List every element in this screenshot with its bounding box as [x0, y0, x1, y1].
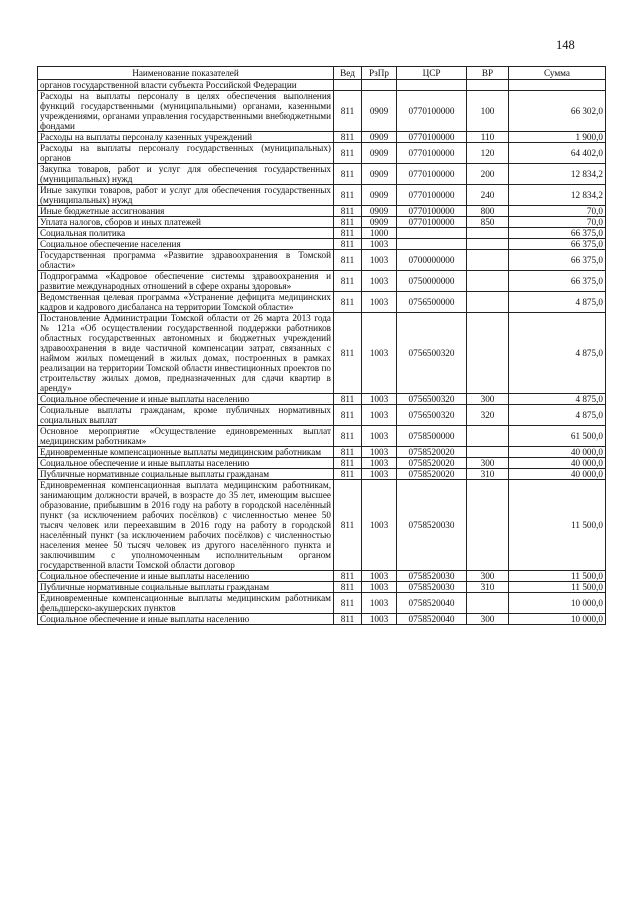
cell-csr: 0758520030 — [397, 480, 467, 571]
table-row — [38, 447, 606, 458]
cell-sum: 61 500,0 — [509, 426, 606, 447]
cell-sum: 1 900,0 — [509, 132, 606, 143]
cell-rzpr: 1003 — [362, 480, 397, 571]
cell-sum: 11 500,0 — [509, 571, 606, 582]
cell-csr: 0770100000 — [397, 164, 467, 185]
cell-sum: 70,0 — [509, 206, 606, 217]
cell-rzpr: 1003 — [362, 469, 397, 480]
table-row — [38, 217, 606, 228]
cell-csr: 0758520020 — [397, 447, 467, 458]
cell-rzpr: 0909 — [362, 132, 397, 143]
cell-sum: 4 875,0 — [509, 394, 606, 405]
cell-name: Социальное обеспечение и иные выплаты населению — [38, 458, 334, 469]
cell-ved: 811 — [334, 458, 362, 469]
cell-name: Подпрограмма «Кадровое обеспечение системы здравоохранения и развитие международных отношений в сфере охраны здоровья» — [38, 271, 334, 292]
table-row — [38, 480, 606, 571]
cell-ved: 811 — [334, 426, 362, 447]
table-body — [38, 80, 606, 625]
cell-name: Расходы на выплаты персоналу государственных (муниципальных) органов — [38, 143, 334, 164]
cell-rzpr: 1003 — [362, 239, 397, 250]
cell-rzpr: 1003 — [362, 394, 397, 405]
cell-rzpr — [362, 80, 397, 91]
cell-csr — [397, 239, 467, 250]
cell-sum: 11 500,0 — [509, 582, 606, 593]
cell-vr — [467, 228, 509, 239]
cell-rzpr: 1003 — [362, 593, 397, 614]
cell-rzpr: 1003 — [362, 426, 397, 447]
cell-csr: 0770100000 — [397, 91, 467, 132]
cell-ved: 811 — [334, 217, 362, 228]
cell-csr: 0756500320 — [397, 313, 467, 394]
cell-vr — [467, 271, 509, 292]
table-row — [38, 185, 606, 206]
table-row — [38, 271, 606, 292]
cell-sum: 70,0 — [509, 217, 606, 228]
table-row — [38, 405, 606, 426]
cell-csr — [397, 80, 467, 91]
cell-ved: 811 — [334, 185, 362, 206]
table-row — [38, 143, 606, 164]
cell-sum: 66 375,0 — [509, 271, 606, 292]
cell-vr: 800 — [467, 206, 509, 217]
cell-vr — [467, 292, 509, 313]
cell-vr: 850 — [467, 217, 509, 228]
cell-rzpr: 1003 — [362, 292, 397, 313]
cell-name: Уплата налогов, сборов и иных платежей — [38, 217, 334, 228]
cell-name: Социальное обеспечение населения — [38, 239, 334, 250]
cell-sum: 11 500,0 — [509, 480, 606, 571]
cell-ved: 811 — [334, 447, 362, 458]
cell-rzpr: 1003 — [362, 250, 397, 271]
table-row — [38, 458, 606, 469]
header-csr: ЦСР — [397, 67, 467, 80]
cell-ved: 811 — [334, 313, 362, 394]
header-sum: Сумма — [509, 67, 606, 80]
cell-name: Иные закупки товаров, работ и услуг для обеспечения государственных (муниципальных) нужд — [38, 185, 334, 206]
cell-sum: 10 000,0 — [509, 593, 606, 614]
cell-name: Основное мероприятие «Осуществление единовременных выплат медицинским работникам» — [38, 426, 334, 447]
cell-csr — [397, 228, 467, 239]
cell-ved: 811 — [334, 480, 362, 571]
header-ved: Вед — [334, 67, 362, 80]
cell-rzpr: 0909 — [362, 217, 397, 228]
cell-vr: 120 — [467, 143, 509, 164]
table-row — [38, 571, 606, 582]
cell-rzpr: 0909 — [362, 206, 397, 217]
cell-csr: 0758520030 — [397, 571, 467, 582]
cell-csr: 0756500000 — [397, 292, 467, 313]
cell-csr: 0758520040 — [397, 614, 467, 625]
cell-vr: 300 — [467, 394, 509, 405]
cell-vr — [467, 480, 509, 571]
cell-vr — [467, 447, 509, 458]
cell-ved: 811 — [334, 292, 362, 313]
cell-vr: 240 — [467, 185, 509, 206]
cell-ved: 811 — [334, 143, 362, 164]
cell-csr: 0756500320 — [397, 394, 467, 405]
page-number: 148 — [556, 38, 575, 52]
table-row — [38, 206, 606, 217]
cell-csr: 0770100000 — [397, 143, 467, 164]
cell-rzpr: 0909 — [362, 143, 397, 164]
cell-csr: 0770100000 — [397, 217, 467, 228]
cell-name: Единовременная компенсационная выплата медицинским работникам, занимающим должности врачей, в возрасте до 35 лет, имеющим высшее образование, прибывшим в 2016 году на работу в городской населённый пункт (за исключением рабочих посёлков) с численностью менее 50 тысяч человек или переехавшим в 2016 году на работу в городской населённый пункт (за исключением рабочих посёлков) с численностью населения менее 50 тысяч человек из другого населённого пункта и заключившим с уполномоченным исполнительным органом государственной власти Томской области договор — [38, 480, 334, 571]
header-vr: ВР — [467, 67, 509, 80]
cell-name: органов государственной власти субъекта Российской Федерации — [38, 80, 334, 91]
cell-rzpr: 1003 — [362, 447, 397, 458]
header-rzpr: РзПр — [362, 67, 397, 80]
header-name: Наименование показателей — [38, 67, 334, 80]
cell-rzpr: 0909 — [362, 185, 397, 206]
cell-rzpr: 1003 — [362, 313, 397, 394]
cell-name: Государственная программа «Развитие здравоохранения в Томской области» — [38, 250, 334, 271]
cell-ved: 811 — [334, 394, 362, 405]
cell-name: Расходы на выплаты персоналу казенных учреждений — [38, 132, 334, 143]
cell-csr: 0770100000 — [397, 185, 467, 206]
cell-csr: 0700000000 — [397, 250, 467, 271]
cell-csr: 0758520040 — [397, 593, 467, 614]
cell-ved: 811 — [334, 132, 362, 143]
cell-vr — [467, 239, 509, 250]
cell-sum: 66 375,0 — [509, 228, 606, 239]
cell-sum: 66 375,0 — [509, 239, 606, 250]
cell-sum: 66 302,0 — [509, 91, 606, 132]
cell-name: Закупка товаров, работ и услуг для обеспечения государственных (муниципальных) нужд — [38, 164, 334, 185]
cell-name: Единовременные компенсационные выплаты медицинским работникам — [38, 447, 334, 458]
cell-ved: 811 — [334, 239, 362, 250]
cell-sum: 40 000,0 — [509, 469, 606, 480]
cell-vr: 310 — [467, 469, 509, 480]
cell-vr: 300 — [467, 614, 509, 625]
cell-vr: 310 — [467, 582, 509, 593]
table-row — [38, 426, 606, 447]
table-row — [38, 614, 606, 625]
cell-ved: 811 — [334, 582, 362, 593]
cell-sum: 40 000,0 — [509, 458, 606, 469]
cell-rzpr: 1003 — [362, 271, 397, 292]
cell-sum: 12 834,2 — [509, 164, 606, 185]
table-row — [38, 469, 606, 480]
cell-ved: 811 — [334, 593, 362, 614]
table-row — [38, 80, 606, 91]
cell-csr: 0758520020 — [397, 469, 467, 480]
cell-rzpr: 1003 — [362, 571, 397, 582]
cell-name: Социальное обеспечение и иные выплаты населению — [38, 394, 334, 405]
table-row — [38, 132, 606, 143]
cell-name: Расходы на выплаты персоналу в целях обеспечения выполнения функций государственными (муниципальными) органами, казенными учреждениями, органами управления государственными внебюджетными фондами — [38, 91, 334, 132]
table-row — [38, 239, 606, 250]
cell-rzpr: 1003 — [362, 405, 397, 426]
budget-table — [37, 66, 606, 625]
table-row — [38, 250, 606, 271]
cell-ved: 811 — [334, 164, 362, 185]
table-row — [38, 582, 606, 593]
cell-sum: 66 375,0 — [509, 250, 606, 271]
cell-sum: 12 834,2 — [509, 185, 606, 206]
table-row — [38, 313, 606, 394]
cell-rzpr: 1000 — [362, 228, 397, 239]
cell-sum: 4 875,0 — [509, 313, 606, 394]
cell-sum: 64 402,0 — [509, 143, 606, 164]
cell-ved: 811 — [334, 91, 362, 132]
cell-name: Социальная политика — [38, 228, 334, 239]
cell-ved: 811 — [334, 228, 362, 239]
cell-ved — [334, 80, 362, 91]
cell-name: Социальное обеспечение и иные выплаты населению — [38, 614, 334, 625]
cell-name: Публичные нормативные социальные выплаты гражданам — [38, 582, 334, 593]
cell-sum — [509, 80, 606, 91]
cell-name: Иные бюджетные ассигнования — [38, 206, 334, 217]
cell-ved: 811 — [334, 405, 362, 426]
cell-rzpr: 0909 — [362, 164, 397, 185]
cell-ved: 811 — [334, 571, 362, 582]
cell-vr — [467, 80, 509, 91]
cell-rzpr: 1003 — [362, 582, 397, 593]
cell-vr: 300 — [467, 458, 509, 469]
cell-name: Публичные нормативные социальные выплаты гражданам — [38, 469, 334, 480]
cell-vr: 200 — [467, 164, 509, 185]
table-row — [38, 228, 606, 239]
cell-ved: 811 — [334, 614, 362, 625]
cell-rzpr: 1003 — [362, 458, 397, 469]
cell-name: Социальное обеспечение и иные выплаты населению — [38, 571, 334, 582]
cell-sum: 4 875,0 — [509, 405, 606, 426]
table-header-row — [38, 67, 606, 80]
cell-vr — [467, 593, 509, 614]
cell-vr: 100 — [467, 91, 509, 132]
cell-name: Ведомственная целевая программа «Устранение дефицита медицинских кадров и кадрового дисбаланса на территории Томской области» — [38, 292, 334, 313]
cell-csr: 0750000000 — [397, 271, 467, 292]
cell-ved: 811 — [334, 271, 362, 292]
cell-ved: 811 — [334, 250, 362, 271]
cell-vr — [467, 313, 509, 394]
table-row — [38, 593, 606, 614]
cell-vr — [467, 250, 509, 271]
cell-csr: 0758520030 — [397, 582, 467, 593]
cell-sum: 4 875,0 — [509, 292, 606, 313]
table-row — [38, 292, 606, 313]
cell-name: Постановление Администрации Томской области от 26 марта 2013 года № 121а «Об осуществлении государственной поддержки работников областных государственных автономных и бюджетных учреждений здравоохранения в виде частичной компенсации затрат, связанных с наймом жилых помещений в жилых домах, построенных в рамках реализации на территории Томской области инвестиционных проектов по строительству жилых домов, предназначенных для сдачи квартир в аренду» — [38, 313, 334, 394]
cell-vr — [467, 426, 509, 447]
cell-rzpr: 0909 — [362, 91, 397, 132]
cell-csr: 0758520020 — [397, 458, 467, 469]
cell-rzpr: 1003 — [362, 614, 397, 625]
table-row — [38, 394, 606, 405]
table-row — [38, 91, 606, 132]
cell-vr: 300 — [467, 571, 509, 582]
cell-csr: 0758500000 — [397, 426, 467, 447]
cell-ved: 811 — [334, 469, 362, 480]
cell-name: Социальные выплаты гражданам, кроме публичных нормативных социальных выплат — [38, 405, 334, 426]
cell-vr: 320 — [467, 405, 509, 426]
table-row — [38, 164, 606, 185]
cell-csr: 0770100000 — [397, 206, 467, 217]
cell-ved: 811 — [334, 206, 362, 217]
cell-sum: 40 000,0 — [509, 447, 606, 458]
cell-csr: 0756500320 — [397, 405, 467, 426]
cell-csr: 0770100000 — [397, 132, 467, 143]
cell-name: Единовременные компенсационные выплаты медицинским работникам фельдшерско-акушерских пунктов — [38, 593, 334, 614]
cell-vr: 110 — [467, 132, 509, 143]
cell-sum: 10 000,0 — [509, 614, 606, 625]
